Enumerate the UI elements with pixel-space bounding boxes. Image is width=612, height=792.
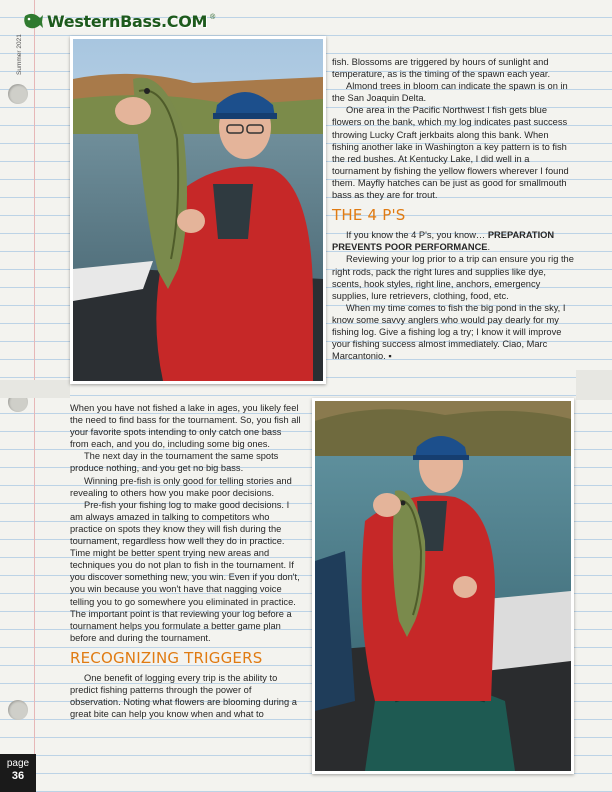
section-heading-triggers: RECOGNIZING TRIGGERS [70, 648, 263, 667]
bold-phrase: PREPARATION PREVENTS POOR PERFORMANCE [332, 230, 555, 253]
paragraph: When my time comes to fish the big pond in the sky, I know some savvy anglers who would pay dearly for my fishing log. Give a fishing log a try; I know it will improve your fishing success almost immediately. Ciao, Marc Marcantonio. ▪ [332, 302, 566, 362]
intro-text: If you know the 4 P's, you know… [346, 230, 486, 241]
photo-angler-holding-bass-top [70, 36, 326, 384]
page-number-badge [0, 754, 36, 792]
paragraph: fish. Blossoms are triggered by hours of sunlight and temperature, as is the timing of the spawn each year. [332, 57, 551, 80]
trademark: ® [210, 13, 216, 21]
photo-angler-holding-bass-bottom [312, 398, 574, 774]
paragraph: One benefit of logging every trip is the ability to predict fishing patterns through the power of observation. Noting what flowers are blooming during a great bite can help you know when and what to [70, 672, 297, 720]
article-column-top-right [332, 56, 574, 362]
paragraph: The next day in the tournament the same spots produce nothing, and you get no big bass. [70, 451, 279, 474]
paragraph: Winning pre-fish is only good for telling stories and revealing to others how you make poor decisions. [70, 475, 292, 498]
site-logo[interactable] [22, 10, 215, 32]
logo-text: WesternBass.COM [47, 11, 208, 31]
angler-boat-photo-illustration [315, 401, 571, 771]
torn-edge [0, 380, 70, 398]
page-number: 36 [11, 770, 25, 782]
section-heading-4ps: THE 4 P'S [332, 206, 406, 225]
paragraph: Pre-fish your fishing log to make good decisions. I am always amazed in talking to competitors who practice on spots they know they will fish during the tournament, regardless how well they do in practice. Time might be better spent trying new areas and techniques you do not plan to fish in the tournament. If you discover something new, you win. Even if you don't, you win because you won't have that nagging voice telling you to go somewhere you eliminated in practice. The important point is that reviewing your log before a tournament helps you formulate a better game plan before and during the tournament. [70, 499, 300, 643]
paragraph: Reviewing your log prior to a trip can ensure you rig the right rods, pack the right lures and supplies like dye, scents, hook styles, right line, anchors, emergency supplies, lure retrievers, clothing, food, etc. [332, 254, 574, 301]
paragraph: One area in the Pacific Northwest I fish gets blue flowers on the bank, which my log indicates past success throwing Lucky Craft jerkbaits along this bank. When fishing another lake in Washington a key pattern is to fish the red bushes. At Kentucky Lake, I did well in a tournament by fishing the yellow flowers wherever I found them. Mayfly hatches can be just as good for smallmouth bass as they are for trout. [332, 105, 569, 201]
paragraph-4ps-intro [332, 229, 574, 253]
angler-photo-illustration [73, 39, 323, 381]
issue-season: Summer 2021 [16, 34, 23, 75]
article-column-bottom-left [70, 402, 302, 720]
bass-logo-icon [22, 10, 44, 32]
paragraph: Almond trees in bloom can indicate the spawn is on in the San Joaquin Delta. [332, 81, 568, 104]
paragraph: When you have not fished a lake in ages, you likely feel the need to find bass for the tournament. So, you fish all your favorite spots intending to only catch one bass from each, and you do, including some big ones. [70, 403, 301, 450]
torn-edge [576, 370, 612, 400]
page-label: page [6, 758, 30, 769]
period: . [487, 242, 491, 253]
